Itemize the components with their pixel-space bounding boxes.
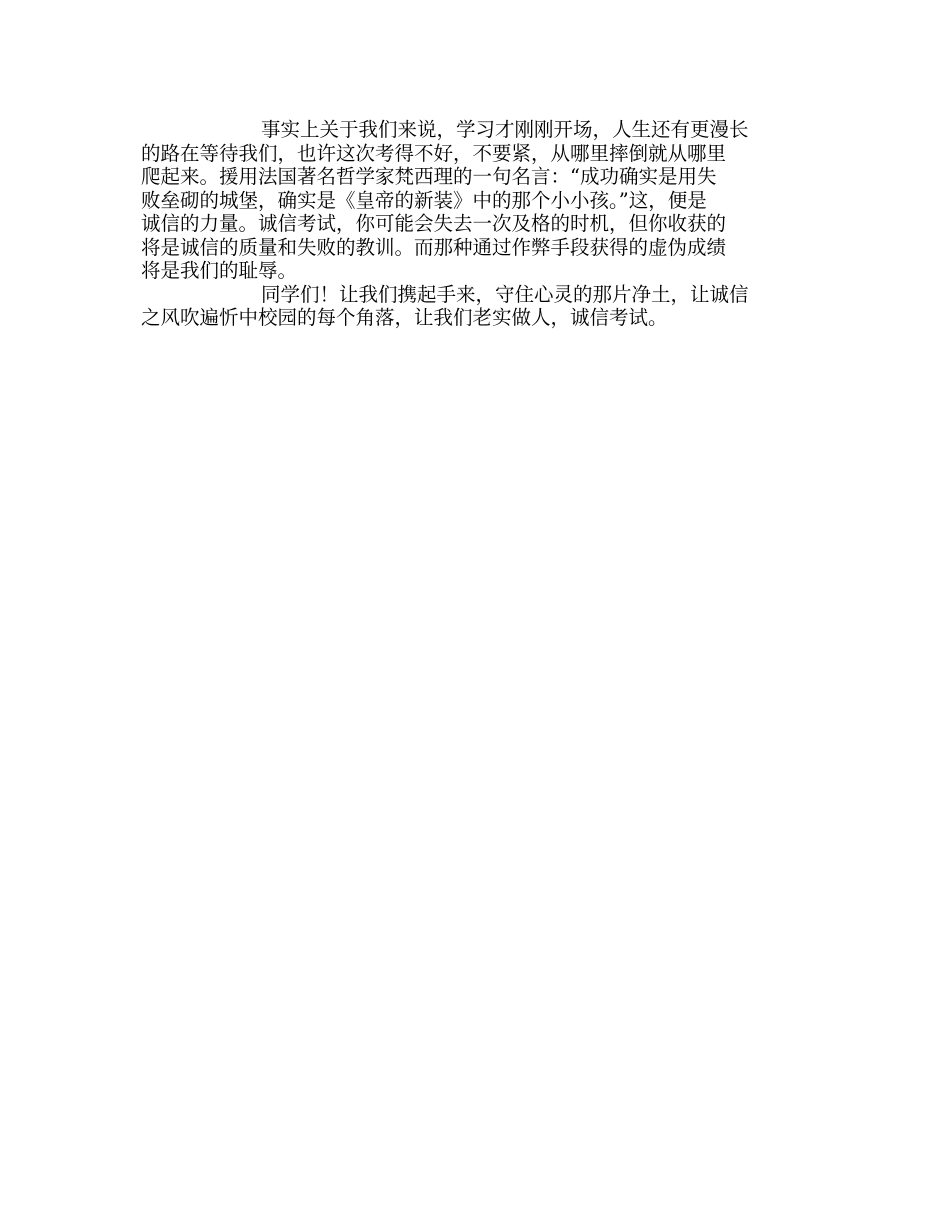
paragraph-1 (141, 118, 809, 283)
text-line: 诚信的力量。诚信考试，你可能会失去一次及格的时机，但你收获的 (141, 212, 727, 235)
text-line: 将是我们的耻辱。 (141, 259, 298, 282)
text-line: 事实上关于我们来说，学习才刚刚开场，人生还有更漫长 (261, 118, 749, 141)
text-line: 败垒砌的城堡，确实是《皇帝的新装》中的那个小小孩。”这，便是 (141, 188, 707, 212)
text-line: 的路在等待我们，也许这次考得不好，不要紧，从哪里摔倒就从哪里 (141, 141, 727, 165)
text-line: 将是诚信的质量和失败的教训。而那种通过作弊手段获得的虚伪成绩 (141, 235, 727, 259)
text-line: 同学们！让我们携起手来，守住心灵的那片净土，让诚信 (261, 282, 749, 306)
document-body (141, 118, 809, 330)
text-line: 爬起来。援用法国著名哲学家梵西理的一句名言：“成功确实是用失 (141, 165, 717, 188)
paragraph-2 (141, 283, 809, 330)
text-line: 之风吹遍忻中校园的每个角落，让我们老实做人，诚信考试。 (141, 306, 668, 329)
